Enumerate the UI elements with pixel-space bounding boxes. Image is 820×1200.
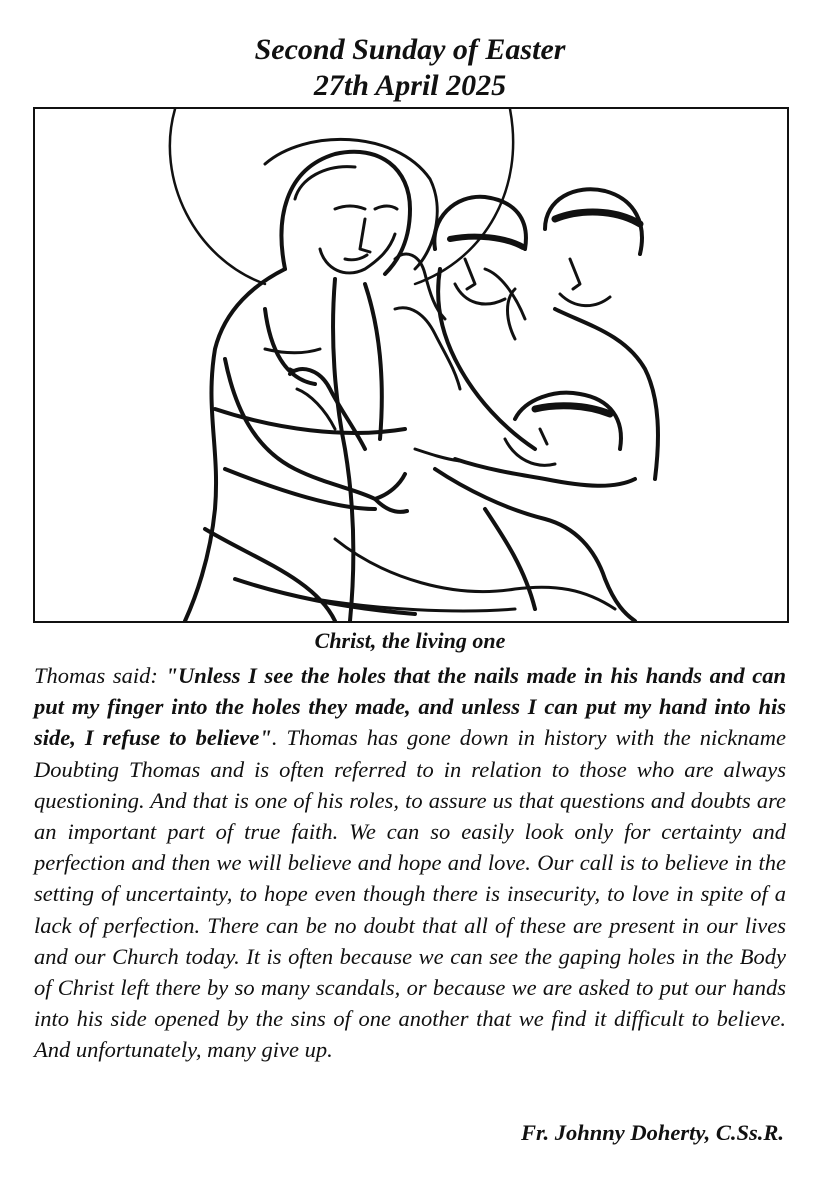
quote-intro: Thomas said: bbox=[34, 663, 166, 688]
reflection-text bbox=[34, 660, 786, 1066]
illustration-caption: Christ, the living one bbox=[314, 628, 506, 653]
illustration-frame bbox=[33, 107, 789, 623]
thomas-quote: "Unless I see the holes that the nails made in his hands and can put my finger into the holes they made, and unless I can put my hand into his side, I refuse to believe" bbox=[34, 663, 786, 751]
christ-and-apostles-icon bbox=[35, 109, 787, 621]
date-subtitle: 27th April 2025 bbox=[313, 69, 507, 102]
page-title: Second Sunday of Easter bbox=[254, 33, 566, 66]
reflection-body: . Thomas has gone down in history with the nickname Doubting Thomas and is often referred to in relation to those who are always questioning. And that is one of his roles, to assure us that questions and doubts are an important part of true faith. We can so easily look only for certainty and perfection and then we will believe and hope and love. Our call is to believe in the setting of uncertainty, to hope even though there is insecurity, to love in spite of a lack of perfection. There can be no doubt that all of these are present in our lives and our Church today. It is often because we can see the gaping holes in the Body of Christ left there by so many scandals, or because we are asked to put our hands into his side opened by the sins of one another that we find it difficult to believe. And unfortunately, many give up. bbox=[34, 725, 787, 1063]
author-signature: Fr. Johnny Doherty, C.Ss.R. bbox=[521, 1120, 784, 1145]
